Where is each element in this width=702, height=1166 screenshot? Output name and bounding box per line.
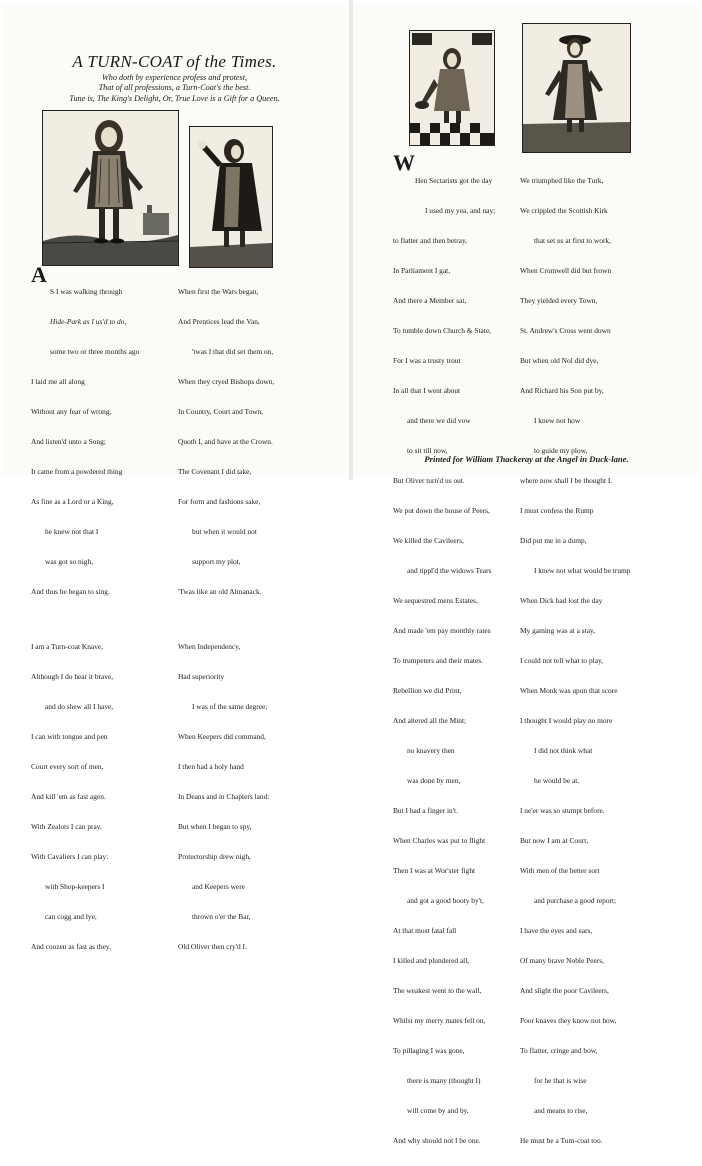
verse-line: When Keepers did command, xyxy=(178,732,266,741)
verse-line: In Deans and in Chapters land: xyxy=(178,792,270,801)
verse-line: and do shew all I have, xyxy=(45,702,114,711)
verse-line: But when old Nol did dye, xyxy=(520,356,599,365)
verse-line: In Country, Court and Town, xyxy=(178,407,264,416)
verse-line: and Keepers were xyxy=(192,882,245,891)
verse-line: When Charles was put to flight xyxy=(393,836,486,845)
verse-line: Hide-Park as I us'd to do, xyxy=(50,317,127,326)
woodcut-gentleman-image xyxy=(42,110,179,266)
verse-line: As fine as a Lord or a King, xyxy=(31,497,114,506)
verse-line: And couzen as fast as they. xyxy=(31,942,111,951)
verse-line: He must be a Turn-coat too. xyxy=(520,1136,603,1145)
verse-line: When first the Wars began, xyxy=(178,287,259,296)
verse-line: We put down the house of Peers, xyxy=(393,506,490,515)
verse-line: there is many (thought I) xyxy=(407,1076,481,1085)
verse-line: My gaming was at a stay, xyxy=(520,626,596,635)
verse-line: can cogg and lye, xyxy=(45,912,97,921)
verse-line: Had superiority xyxy=(178,672,225,681)
verse-column-left-2 xyxy=(178,267,274,972)
verse-line: To tumble down Church & State, xyxy=(393,326,492,335)
verse-line: And kill 'em as fast agen. xyxy=(31,792,106,801)
verse-line: and means to rise, xyxy=(534,1106,588,1115)
verse-line: We triumphed like the Turk, xyxy=(520,176,604,185)
verse-line: And why should not I be one. xyxy=(393,1136,481,1145)
verse-line: They yielded every Town, xyxy=(520,296,598,305)
verse-line: When Independency, xyxy=(178,642,241,651)
verse-line: Court every sort of men, xyxy=(31,762,104,771)
verse-line: I knew not how xyxy=(534,416,581,425)
verse-column-right-1 xyxy=(393,156,496,1166)
verse-line: I thought I would play no more xyxy=(520,716,613,725)
woodcut-checkered-floor-image xyxy=(409,30,495,146)
verse-line: I ne'er was so stumpt before. xyxy=(520,806,605,815)
verse-line: But now I am at Court, xyxy=(520,836,589,845)
verse-line: to guide my plow, xyxy=(534,446,588,455)
verse-line: he knew not that I xyxy=(45,527,99,536)
verse-line xyxy=(178,617,274,622)
verse-line: And Richard his Son put by, xyxy=(520,386,604,395)
verse-line: The weakest went to the wall, xyxy=(393,986,482,995)
verse-column-left-1 xyxy=(31,267,140,972)
subtitle-line-2: That of all professions, a Turn-Coat's the best. xyxy=(98,83,251,92)
verse-line: I killed and plundered all, xyxy=(393,956,470,965)
verse-line: And there a Member sat, xyxy=(393,296,467,305)
verse-line: To trumpeters and their mates. xyxy=(393,656,483,665)
verse-line: And listen'd unto a Song; xyxy=(31,437,106,446)
verse-line: We sequestred mens Estates, xyxy=(393,596,478,605)
verse-line: In Parliament I gat, xyxy=(393,266,451,275)
verse-line: But I had a finger in't. xyxy=(393,806,458,815)
tune-line: Tune is, The King's Delight, Or, True Love is a Gift for a Queen. xyxy=(69,94,280,103)
verse-line: thrown o'er the Bar, xyxy=(192,912,251,921)
verse-line: For form and fashions sake, xyxy=(178,497,261,506)
verse-line xyxy=(50,617,139,622)
subtitle-line-1: Who doth by experience profess and protest, xyxy=(101,73,248,82)
verse-line: With Zealots I can pray, xyxy=(31,822,102,831)
verse-line: but when it would not xyxy=(192,527,257,536)
ballad-title: A TURN-COAT of the Times. xyxy=(72,52,277,71)
verse-line: where now shall I be thought I. xyxy=(520,476,613,485)
verse-line: At that most fatal fall xyxy=(393,926,457,935)
verse-line: he would be at, xyxy=(534,776,580,785)
verse-line: And altered all the Mint; xyxy=(393,716,467,725)
woodcut-cloaked-man-image xyxy=(189,126,273,268)
verse-line: Rebellion we did Print, xyxy=(393,686,462,695)
verse-line: To pillaging I was gone, xyxy=(393,1046,465,1055)
verse-line: I used my yea, and nay; xyxy=(425,206,496,215)
verse-line: with Shop-keepers I xyxy=(45,882,105,891)
verse-line: some two or three months ago xyxy=(50,347,140,356)
verse-line: With Cavaliers I can play: xyxy=(31,852,109,861)
verse-line: St. Andrew's Cross went down xyxy=(520,326,611,335)
verse-line: and got a good booty by't, xyxy=(407,896,484,905)
verse-line: was got so nigh, xyxy=(45,557,94,566)
verse-line: But when I began to spy, xyxy=(178,822,252,831)
verse-line: and tippl'd the widows Tears xyxy=(407,566,492,575)
book-spine xyxy=(349,0,353,480)
verse-line: Of many brave Noble Peers, xyxy=(520,956,604,965)
verse-line: will come by and by, xyxy=(407,1106,469,1115)
verse-line: to sit till now, xyxy=(407,446,448,455)
verse-line: And made 'em pay monthly rates xyxy=(393,626,491,635)
verse-line: and there we did vow xyxy=(407,416,471,425)
verse-line: I have the eyes and ears, xyxy=(520,926,593,935)
verse-line: S I was walking through xyxy=(50,287,123,296)
verse-line: Did put me in a dump, xyxy=(520,536,587,545)
verse-line: I can with tongue and pen xyxy=(31,732,108,741)
verse-line: And thus he began to sing. xyxy=(31,587,110,596)
verse-line: But Oliver turn'd us out. xyxy=(393,476,465,485)
verse-line: The Covenant I did take, xyxy=(178,467,252,476)
verse-line: With men of the better sort xyxy=(520,866,600,875)
verse-line: 'twas I that did set them on, xyxy=(192,347,274,356)
verse-line: I must confess the Rump xyxy=(520,506,594,515)
verse-line: was done by men, xyxy=(407,776,461,785)
verse-line: Old Oliver then cry'd I. xyxy=(178,942,247,951)
verse-line: that set us at first to work, xyxy=(534,236,611,245)
verse-line: Poor knaves they know not how, xyxy=(520,1016,617,1025)
verse-line: Hen Sectarists got the day xyxy=(415,176,493,185)
dropcap-w: W xyxy=(393,150,415,175)
verse-line: I then had a holy hand xyxy=(178,762,244,771)
verse-line: When Monk was upon that score xyxy=(520,686,618,695)
verse-line: I knew not what would be trump xyxy=(534,566,631,575)
verse-line: In all that I went about xyxy=(393,386,461,395)
verse-line: support my plot, xyxy=(192,557,241,566)
verse-line: no knavery then xyxy=(407,746,455,755)
left-page xyxy=(3,6,346,951)
verse-line: When Cromwell did but frown xyxy=(520,266,612,275)
verse-line: I am a Turn-coat Knave, xyxy=(31,642,104,651)
verse-line: And slight the poor Cavileers, xyxy=(520,986,609,995)
verse-line: I was of the same degree; xyxy=(192,702,268,711)
verse-line: 'Twas like an old Almanack. xyxy=(178,587,262,596)
verse-line: Quoth I, and have at the Crown. xyxy=(178,437,273,446)
right-page xyxy=(355,6,698,1145)
verse-line: For I was a trusty trout xyxy=(393,356,461,365)
verse-line: To flatter, cringe and bow, xyxy=(520,1046,598,1055)
verse-line: I could not tell what to play, xyxy=(520,656,604,665)
verse-line: We killed the Cavileers, xyxy=(393,536,464,545)
verse-line: When they cryed Bishops down, xyxy=(178,377,275,386)
verse-line: I did not think what xyxy=(534,746,593,755)
verse-line: Although I do hear it brave, xyxy=(31,672,114,681)
dropcap-a: A xyxy=(31,262,47,287)
verse-line: I laid me all along xyxy=(31,377,85,386)
verse-line: and purchase a good report; xyxy=(534,896,617,905)
verse-line: Protectorship drew nigh, xyxy=(178,852,251,861)
verse-line: Whilst my merry mates fell on, xyxy=(393,1016,486,1025)
verse-line: Then I was at Wor'ster fight xyxy=(393,866,476,875)
printer-imprint: Printed for William Thackeray at the Angel in Duck-lane. xyxy=(424,454,629,464)
verse-line: It came from a powdered thing xyxy=(31,467,123,476)
verse-line: We crippled the Scottish Kirk xyxy=(520,206,608,215)
verse-line: When Dick had lost the day xyxy=(520,596,603,605)
woodcut-lady-image xyxy=(522,23,631,153)
verse-line: Without any fear of wrong, xyxy=(31,407,112,416)
verse-line: for he that is wise xyxy=(534,1076,587,1085)
verse-line: to flatter and then betray, xyxy=(393,236,468,245)
verse-line: And Prentices lead the Van, xyxy=(178,317,260,326)
verse-column-right-2 xyxy=(520,156,630,1166)
